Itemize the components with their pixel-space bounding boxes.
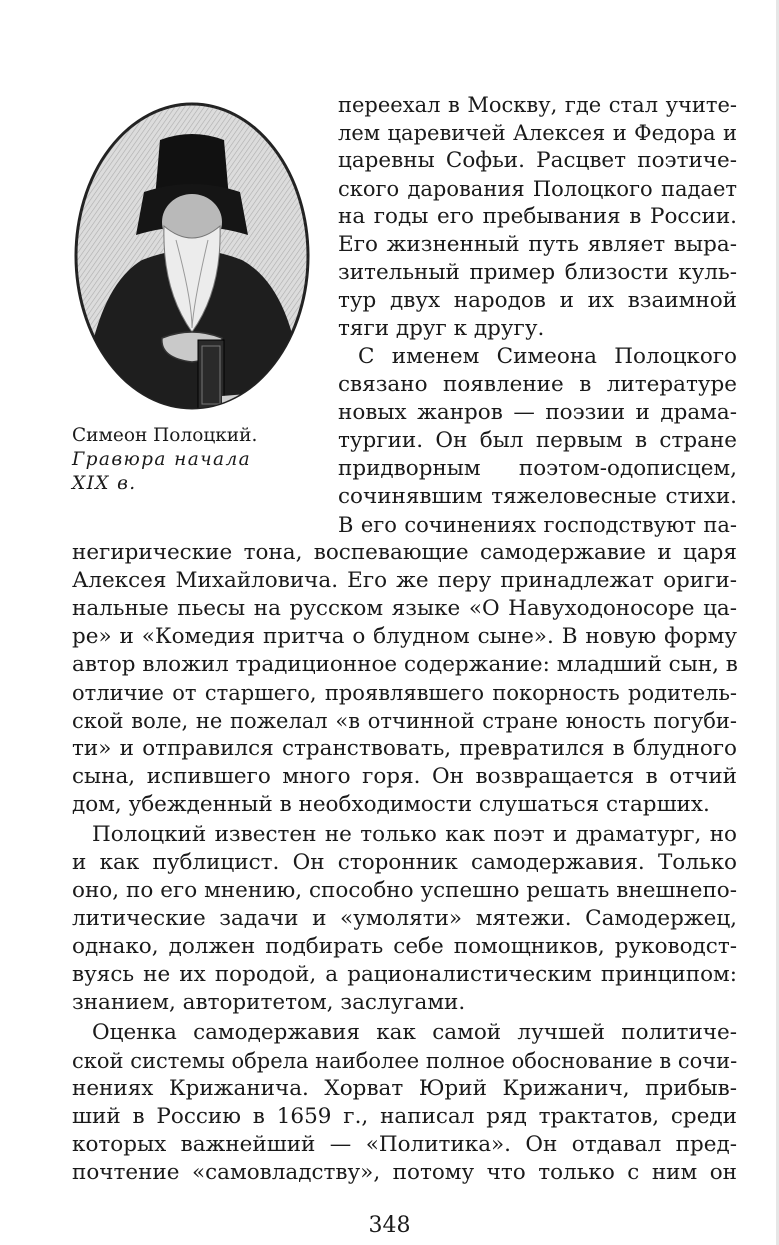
text-line: зительный пример близости куль- <box>338 260 737 285</box>
text-line: новых жанров — поэзии и драма- <box>338 400 737 425</box>
caption-name: Симеон Полоцкий. <box>72 425 258 446</box>
text-line: литические задачи и «умоляти» мятежи. Самодержец, <box>72 906 737 931</box>
text-line: на годы его пребывания в России. <box>338 204 737 229</box>
text-line: ти» и отправился странствовать, превратился в блудного <box>72 736 737 761</box>
page-number: 348 <box>368 1213 411 1238</box>
figure-caption <box>72 424 322 496</box>
text-line: нальные пьесы на русском языке «О Навуходоносоре ца- <box>72 596 737 621</box>
text-line: негирические тона, воспевающие самодержавие и царя <box>72 540 737 565</box>
text-line: сына, испившего много горя. Он возвращается в отчий <box>72 764 737 789</box>
text-line: и как публицист. Он сторонник самодержавия. Только <box>72 850 737 875</box>
text-line: связано появление в литературе <box>338 372 737 397</box>
text-line: вуясь не их породой, а рационалистическим принципом: <box>72 962 737 987</box>
text-line: которых важнейший — «Политика». Он отдавал пред- <box>72 1132 737 1157</box>
text-line: Полоцкий известен не только как поэт и драматург, но <box>92 822 737 847</box>
text-line: однако, должен подбирать себе помощников, руководст- <box>72 934 737 959</box>
text-line: тургии. Он был первым в стране <box>338 428 737 453</box>
caption-line-3: XIX в. <box>72 473 137 494</box>
text-line: оно, по его мнению, способно успешно решать внешнепо- <box>72 878 737 903</box>
text-line: придворным поэтом-одописцем, <box>338 456 737 481</box>
text-line: почтение «самовладству», потому что только с ним он <box>72 1160 737 1185</box>
text-line: сочинявшим тяжеловесные стихи. <box>338 484 737 509</box>
text-line: Его жизненный путь являет выра- <box>338 232 737 257</box>
text-line: переехал в Москву, где стал учите- <box>338 93 737 117</box>
text-line: царевны Софьи. Расцвет поэтиче- <box>338 148 737 173</box>
text-line: тур двух народов и их взаимной <box>338 288 737 313</box>
text-line: Оценка самодержавия как самой лучшей политиче- <box>92 1020 737 1045</box>
text-line: Алексея Михайловича. Его же перу принадлежат ориги- <box>72 568 737 593</box>
caption-line-2: Гравюра начала <box>72 449 252 470</box>
text-line: тяги друг к другу. <box>338 316 545 341</box>
text-line: автор вложил традиционное содержание: младший сын, в <box>72 652 738 677</box>
text-line: ского дарования Полоцкого падает <box>338 177 737 201</box>
text-line: ской воле, не пожелал «в отчинной стране юность погуби- <box>72 709 737 733</box>
text-line: нениях Крижанича. Хорват Юрий Крижанич, прибыв- <box>72 1076 737 1101</box>
text-line: В его сочинениях господствуют па- <box>338 513 737 537</box>
text-line: ший в Россию в 1659 г., написал ряд трактатов, среди <box>72 1104 737 1129</box>
portrait-engraving <box>72 100 312 412</box>
text-line: ре» и «Комедия притча о блудном сыне». В новую форму <box>72 624 737 649</box>
text-line: отличие от старшего, проявлявшего покорность родитель- <box>72 681 737 705</box>
text-line: ской системы обрела наиболее полное обоснование в сочи- <box>72 1049 738 1073</box>
text-line: лем царевичей Алексея и Федора и <box>338 121 737 145</box>
text-line: дом, убежденный в необходимости слушаться старших. <box>72 792 710 817</box>
text-line: С именем Симеона Полоцкого <box>358 344 737 369</box>
text-line: знанием, авторитетом, заслугами. <box>72 990 466 1015</box>
